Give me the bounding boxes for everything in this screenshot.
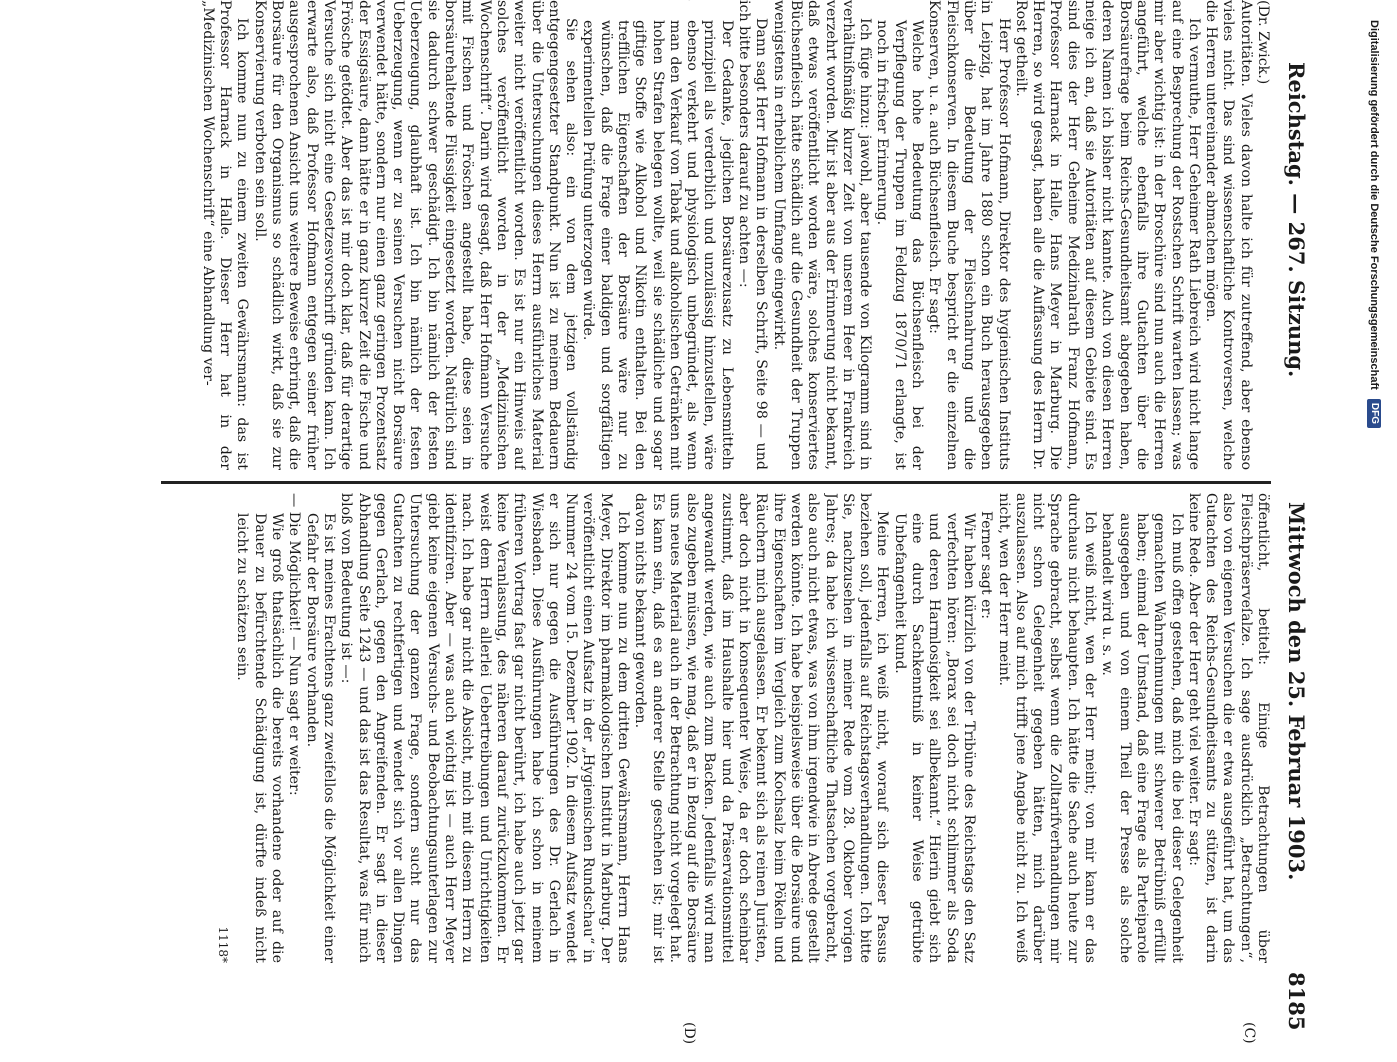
paragraph: Autoritäten. Vieles davon halte ich für zutreffend, aber ebenso vieles nicht. Das sind wissenschaftliche Kontroversen, welche die Herren untereinander abmachen mögen. bbox=[1203, 0, 1254, 470]
quotation: Welche hohe Bedeutung das Büchsenfleisch bei der Verpflegung der Truppen im Feldzug 1870/71 erlangte, ist noch in frischer Erinnerung. bbox=[874, 20, 926, 470]
watermark-text: Digitalisierung gefördert durch die Deutsche Forschungsgemeinschaft bbox=[1368, 20, 1380, 390]
margin-letter-d: (D) bbox=[681, 1022, 697, 1045]
margin-letter-c: (C) bbox=[1241, 1022, 1257, 1044]
paragraph: Ich füge hinzu: jawohl, aber tausende von Kilogramm sind in verhältnißmäßig kurzer Zeit von unserem Heer in Frankreich verzehrt worden. Mir ist aber aus der Erinnerung nicht bekannt, daß etwas veröffentlicht worden wäre, solches konserviertes Büchsenfleisch hätte schädlich auf die Gesundheit der Truppen wenigstens in erheblichem Umfange eingewirkt. bbox=[770, 0, 874, 470]
paragraph: Ich komme nun zu einem zweiten Gewährsmann: das ist Professor Harnack in Halle. Dieser Herr hat in der „Medizinischen Wochenschrift“ eine Abhandlung ver- bbox=[199, 0, 251, 470]
paragraph: — Die Möglichkeit! — Nun sagt er weiter: bbox=[286, 493, 303, 796]
paragraph: öffentlicht, betitelt: Einige Betrachtungen über Fleischpräserveſalze. Ich sage ausdrücklich „Betrachtungen“, also von eigenen Versuchen die er etwa ausgeführt hat, um das Gutachten des Reichs-Gesundheitsamts zu stützen, ist darin keine Rede. Aber der Herr geht viel weiter. Er sagt: bbox=[1185, 493, 1271, 963]
left-column bbox=[161, 0, 1271, 470]
quotation: Der Gedanke, jeglichen Borsäurezusatz zu Lebensmitteln prinzipiell als verderblich und unzulässig hinzustellen, wäre ebenso verkehrt und physiologisch unbegründet, als wenn man den Verkauf von Tabak und alkoholischen Getränken mit hohen Strafen belegen wollte, weil sie schädliche und sogar giftige Stoffe wie Alkohol und Nikotin enthalten. Bei den trefflichen Eigenschaften der Borsäure wäre nur zu wünschen, daß die Frage einer baldigen und sorgfältigen experimentellen Prüfung unterzogen würde. bbox=[580, 20, 735, 470]
header-date: Mittwoch den 25. Februar 1903. bbox=[1284, 502, 1309, 881]
dfg-logo-icon: DFG bbox=[1367, 399, 1381, 428]
paragraph: Ich vermuthe, Herr Geheimer Rath Liebreich wird nicht lange auf eine Besprechung der Rostschen Schrift warten lassen; was mir aber wichtig ist: in der Broschüre sind nun auch die Herren angeführt, welche ebenfalls ihre Gutachten über die Borsäurefrage beim Reichs-Gesundheitsamt abgegeben haben, deren Namen ich bisher nicht kannte. Auch von diesen Herren neige ich an, daß sie Autoritäten auf diesem Gebiete sind. Es sind dies der Herr Geheime Medizinalrath Franz Hofmann, Professor Harnack in Halle, Hans Meyer in Marburg. Die Herren, so wird gesagt, haben alle die Auffassung des Herrn Dr. Rost getheilt. bbox=[1012, 0, 1202, 470]
paragraph: Ich komme nun zu dem dritten Gewährsmann, Herrn Hans Meyer, Direktor im pharmakologischen Institut in Marburg. Der veröffentlicht einen Aufsatz in der „Hygienischen Rundschau“ in Nummer 24 vom 15. Dezember 1902. In diesem Aufsatz wendet er sich nur gegen die Ausführungen des Dr. Gerlach in Wiesbaden. Diese Ausführungen habe ich schon in meinem früheren Vortrag fast gar nicht berührt, ich habe auch jetzt gar keine Veranlassung, des näheren darauf zurückzukommen. Er weist dem Herrn allerlei Uebertreibungen und Unrichtigkeiten nach. Ich habe gar nicht die Absicht, mich mit diesem Herrn zu identifiziren. Aber — was auch wichtig ist — auch Herr Meyer giebt keine eigenen Versuchs- und Beobachtungsunterlagen zur Untersuchung der ganzen Frage, sondern sucht nur das Gutachten zu rechtfertigen und wendet sich vor allen Dingen gegen Gerlach, gegen den Angreifenden. Er sagt in dieser Abhandlung Seite 1243 — und das ist das Resultat, was für mich bloß von Bedeutung ist —: bbox=[338, 493, 632, 963]
paragraph: Ferner sagt er: bbox=[978, 511, 995, 620]
quotation: Es ist meines Erachtens ganz zweifellos die Möglichkeit einer Gefahr der Borsäure vorhanden. bbox=[303, 513, 337, 963]
quotation: Ich muß offen gestehen, daß mich die bei dieser Gelegenheit gemachten Wahrnehmungen mit schwerer Betrübniß erfüllt haben; einmal der Umstand, daß eine Frage als Parteiparole ausgegeben und von einem Theil der Presse als solche behandelt wird u. s. w. bbox=[1099, 513, 1185, 963]
paragraph: Herr Professor Hofmann, Direktor des hygienischen Instituts in Leipzig, hat im Jahre 1880 schon ein Buch herausgegeben über die Bedeutung der Fleischnahrung und die Fleischkonserven. In diesem Buche bespricht er die einzelnen Konserven, u. a. auch Büchsenfleisch. Er sagt: bbox=[926, 0, 1012, 470]
column-divider bbox=[161, 481, 1271, 484]
right-column bbox=[161, 493, 1271, 963]
speaker-label: (Dr. Zwick.) bbox=[1255, 0, 1271, 85]
signature-mark: 1118* bbox=[216, 926, 231, 963]
paragraph: Meine Herren, ich weiß nicht, worauf sich dieser Passus beziehen soll, jedenfalls auf Reichstagsverhandlungen. Ich bitte Sie, nachzusehen in meiner Rede vom 28. Oktober vorigen Jahres; da habe ich wissenschaftliche Thatsachen vorgebracht, also auch nicht etwas, was von ihm irgendwie in Abrede gestellt werden könnte. Ich habe beispielsweise über die Borsäure und ihre Eigenschaften im Vergleich zum Kochsalz beim Pökeln und Räuchern mich ausgelassen. Er bekennt sich als reinen Juristen, aber doch nicht in konsequenter Weise, da er doch scheinbar zustimmt, daß im Haushalte hier und da Präservationsmittel angewandt werden, wie auch zum Backen. Jedenfalls wird man also zugeben müssen, wie mag, daß er in Bezug auf die Borsäure uns neues Material auch in der Betrachtung nicht vorgelegt hat. Es kann sein, daß es an anderer Stelle geschehen ist; mir ist davon nichts bekannt geworden. bbox=[632, 493, 891, 963]
paragraph: Dann sagt Herr Hofmann in derselben Schrift, Seite 98 — und ich bitte besonders darauf zu achten —: bbox=[736, 0, 770, 470]
header-left: Reichstag. — 267. Sitzung. bbox=[1284, 62, 1309, 378]
page-header bbox=[1281, 62, 1309, 1062]
funding-watermark bbox=[1362, 20, 1386, 990]
quotation: Wie groß thatsächlich die bereits vorhandene oder auf die Dauer zu befürchtende Schädigung ist, dürfte indeß nicht leicht zu schätzen sein. bbox=[234, 513, 286, 963]
quotation: Wir haben kürzlich von der Tribüne des Reichstags den Satz verfechten hören: „Borax sei doch nicht schlimmer als Soda und deren Harmlosigkeit sei allbekannt.“ Hierin giebt sich eine durch Sachkenntniß in keiner Weise getrübte Unbefangenheit kund. bbox=[891, 513, 977, 963]
paragraph: Sie sehen also: ein von dem jetzigen vollständig entgegengesetzter Standpunkt. Nun ist zu meinem Bedauern über die Untersuchungen dieses Herrn ausführliches Material weiter nicht veröffentlicht worden. Es ist nur ein Hinweis auf solches veröffentlicht worden in der „Medizinischen Wochenschrift“. Darin wird gesagt, daß Herr Hofmann Versuche mit Fischen und Fröschen angestellt habe, diese seien in borsäurehaltende Flüssigkeit eingesetzt worden. Natürlich sind sie dadurch schwer geschädigt. Ich bin nämlich der festen Ueberzeugung, glaubhaft ist. Ich bin nämlich der festen Ueberzeugung, wenn er zu seinen Versuchen nicht Borsäure verwendet hätte, sondern nur einen ganz geringen Prozentsatz der Essigsäure, dann hätte er in ganz kurzer Zeit die Fische und Frösche getödtet. Aber das ist mir doch klar, daß für derartige Versuche sich nicht eine Gesetzesvorschrift gründen kann. Ich erwarte also, daß Professor Hofmann entgegen seiner früher ausgesprochenen Ansicht uns weitere Beweise erbringt, daß die Borsäure für den Organismus so schädlich wirkt, daß sie zur Konservierung verboten sein soll. bbox=[251, 0, 580, 470]
paragraph: Ich weiß nicht, wen der Herr meint; von mir kann er das durchaus nicht behaupten. Ich hätte die Sache auch heute zur Sprache gebracht, selbst wenn die Zolltarifverhandlungen mir nicht schon Gelegenheit gegeben hätten, mich darüber auszulassen. Also auf mich trifft jene Angabe nicht zu. Ich weiß nicht, wen der Herr meint. bbox=[995, 493, 1099, 963]
page-number: 8185 bbox=[1284, 972, 1309, 1031]
